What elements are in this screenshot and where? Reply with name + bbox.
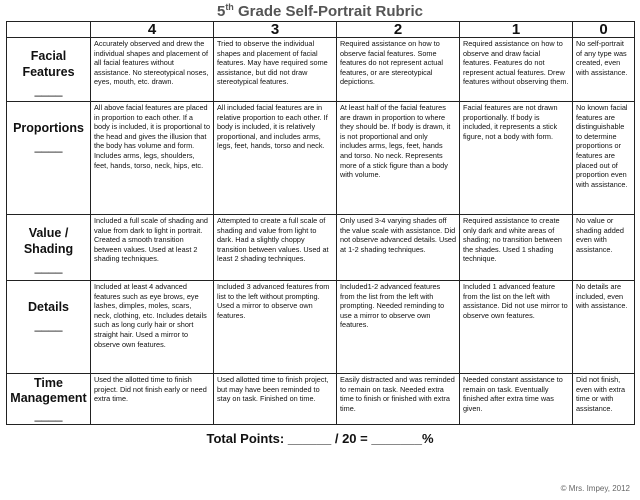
rubric-table [6,21,635,425]
rubric-cell: All above facial features are placed in proportion to each other. If a body is included, it is proportional to the head and gives the illusion that the body has volume and form. Includes arms, legs, shoulders, feet, hands, torso, neck, hips, etc. [91,102,214,215]
score-header: 3 [214,22,337,38]
rubric-row-time-management [7,374,635,425]
score-header: 0 [573,22,635,38]
criterion-label: Details [28,300,69,314]
score-header: 2 [337,22,460,38]
rubric-cell: Only used 3-4 varying shades off the value scale with assistance. Did not observe advanced details. Used at 1-2 shading techniques. [337,215,460,281]
page-title [0,2,640,20]
rubric-cell: Facial features are not drawn proportionally. If body is included, it represents a stick figure, not a body with form. [460,102,573,215]
rubric-cell: Included 3 advanced features from list to the left without prompting. Used a mirror to observe own features. [214,281,337,374]
score-blank: ____ [34,318,63,332]
score-blank: ____ [34,408,63,422]
rubric-cell: Included a full scale of shading and value from dark to light in portrait. Created a smooth transition between values. Used at least 2 shading techniques. [91,215,214,281]
rubric-cell: Included at least 4 advanced features such as eye brows, eye lashes, dimples, moles, scars, neck, clothing, etc. Includes details such as long curly hair or short straight hair. Used a mirror to observe own features. [91,281,214,374]
rubric-row-facial-features [7,38,635,102]
rubric-cell: Used allotted time to finish project, but may have been reminded to stay on task. Finished on time. [214,374,337,425]
rubric-cell: Easily distracted and was reminded to remain on task. Needed extra time to finish or finished with extra time. [337,374,460,425]
criterion-label: Proportions [13,121,84,135]
rubric-row-value-shading [7,215,635,281]
rubric-cell: Did not finish, even with extra time or with assistance. [573,374,635,425]
rubric-cell: No known facial features are distinguishable to determine proportions or features are placed out of proportion even with assistance. [573,102,635,215]
rubric-cell: Included1-2 advanced features from the list from the left with prompting. Needed reminding to use a mirror to observe own features. [337,281,460,374]
rubric-cell: Used the allotted time to finish project. Did not finish early or need extra time. [91,374,214,425]
rubric-cell: Attempted to create a full scale of shading and value from light to dark. Had a slightly choppy transition between values. Used at least 2 shading techniques. [214,215,337,281]
corner-cell [7,22,91,38]
rubric-cell: Needed constant assistance to remain on task. Eventually finished after extra time was given. [460,374,573,425]
rubric-cell: No self-portrait of any type was created, even with assistance. [573,38,635,102]
score-header-row [7,22,635,38]
title-grade: 5 [216,3,226,20]
rubric-cell: At least half of the facial features are drawn in proportion to where they should be. If body is drawn, it is not proportional and only includes arms, legs, feet, hands and torso. No neck. Represents more of a stick figure than a body with volume. [337,102,460,215]
rubric-cell: Accurately observed and drew the individual shapes and placement of all facial features without assistance. No stereotypical noses, eyes, mouth, etc. drawn. [91,38,214,102]
score-blank: ____ [34,83,63,97]
rubric-cell: No details are included, even with assistance. [573,281,635,374]
copyright-notice: © Mrs. Impey, 2012 [560,484,630,493]
criterion-label: Time Management [10,376,87,405]
score-blank: ____ [34,260,63,274]
rubric-cell: Required assistance on how to observe and draw facial features. Features do not represent actual features. Drew features without observing them. [460,38,573,102]
criterion-value-shading [7,215,91,281]
rubric-cell: Tried to observe the individual shapes and placement of facial features. May have required some assistance, but did not draw stereotypical features. [214,38,337,102]
criterion-label: Value / Shading [23,226,74,256]
criterion-details [7,281,91,374]
total-points-line: Total Points: ______ / 20 = _______% [206,431,434,446]
criterion-facial-features [7,38,91,102]
title-text: Grade Self-Portrait Rubric [237,3,424,20]
rubric-cell: No value or shading added even with assistance. [573,215,635,281]
rubric-cell: All included facial features are in relative proportion to each other. If body is included, it is relatively proportional, and includes arms, legs, feet, hands, torso and neck. [214,102,337,215]
rubric-cell: Included 1 advanced feature from the list on the left with assistance. Did not use mirror to observe own features. [460,281,573,374]
criterion-time-management [7,374,91,425]
score-header: 1 [460,22,573,38]
rubric-cell: Required assistance to create only dark and white areas of shading; no transition between the shades. Used 1 shading technique. [460,215,573,281]
rubric-row-proportions [7,102,635,215]
criterion-label: Facial Features [22,49,75,79]
title-grade-suffix: th [225,2,234,12]
score-blank: ____ [34,139,63,153]
rubric-row-details [7,281,635,374]
score-header: 4 [91,22,214,38]
rubric-cell: Required assistance on how to observe facial features. Some features do not represent actual features, or are stereotypical depictions. [337,38,460,102]
criterion-proportions [7,102,91,215]
